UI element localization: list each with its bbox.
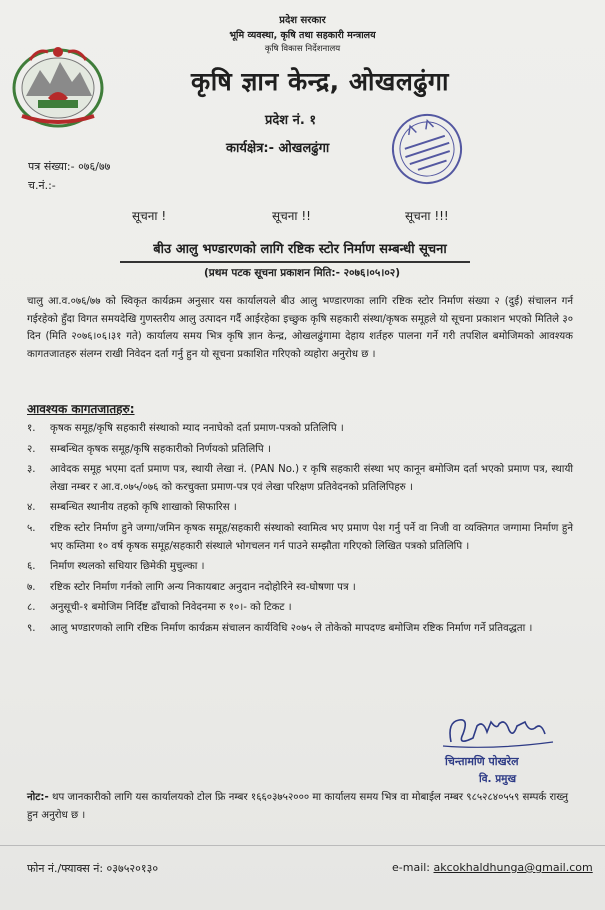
note-text: थप जानकारीको लागि यस कार्यालयको टोल फ्रि नम्बर १६६०३७५२००० मा कार्यालय समय भित्र वा मोबाईल नम्बर ९८५२८४०५५९ सम्पर्क राख्नु हुन अनुरोध छ । bbox=[27, 792, 568, 821]
list-item bbox=[27, 599, 573, 617]
note-label: नोट:- bbox=[27, 792, 49, 803]
list-item-number: ४. bbox=[27, 502, 36, 514]
list-item-number: ७. bbox=[27, 581, 36, 593]
list-item-text: आलु भण्डारणको लागि रष्टिक निर्माण कार्यक्रम संचालन कार्यविधि २०७५ ले तोकेको मापदण्ड बमोजिम रष्टिक निर्माण गर्ने प्रतिवद्धता । bbox=[50, 622, 533, 634]
list-item bbox=[27, 558, 573, 576]
list-item-number: ९. bbox=[27, 622, 36, 634]
notice-subtitle: (प्रथम पटक सूचना प्रकाशन मिति:- २०७६।०५।०२) bbox=[203, 267, 401, 279]
list-item-number: ५. bbox=[27, 522, 36, 534]
email-address-link[interactable]: akcokhaldhunga@gmail.com bbox=[433, 861, 593, 874]
signature-icon bbox=[433, 712, 563, 752]
requirements-list bbox=[27, 420, 573, 641]
list-item-text: कृषक समूह/कृषि सहकारी संस्थाको म्याद ननाघेको दर्ता प्रमाण-पत्रको प्रतिलिपि । bbox=[50, 423, 344, 434]
official-stamp-icon bbox=[384, 108, 470, 190]
province-number: प्रदेश नं. १ bbox=[265, 113, 317, 128]
footer-phone: फोन नं./फ्याक्स नं: ०३७५२०१३० bbox=[27, 862, 159, 875]
government-name: प्रदेश सरकार bbox=[279, 15, 326, 26]
list-item-number: १. bbox=[27, 423, 36, 434]
list-item-number: ८. bbox=[27, 602, 36, 614]
list-item-text: आवेदक समूह भएमा दर्ता प्रमाण पत्र, स्थायी लेखा नं. (PAN No.) र कृषि सहकारी संस्था भए कानून बमोजिम दर्ता भएको प्रमाण पत्र, स्थायी लेखा नम्बर र आ.व.०७५/०७६ को करचुक्ता प्रमाण-पत्र एवं लेखा परिक्षण प्रतिवेदनको प्रतिलिपिहरु । bbox=[50, 464, 573, 493]
list-item bbox=[27, 579, 573, 597]
list-item-text: निर्माण स्थलको सधियार छिमेकी मुचुल्का । bbox=[50, 561, 205, 573]
ministry-name: भूमि व्यवस्था, कृषि तथा सहकारी मन्त्रालय bbox=[229, 30, 376, 41]
footer-divider bbox=[0, 845, 605, 846]
list-item-text: अनुसूची-१ बमोजिम निर्दिष्ट ढाँचाको निवेदनमा रु १०।- को टिकट । bbox=[50, 602, 292, 614]
list-item-text: सम्बन्धित स्थानीय तहको कृषि शाखाको सिफारिस । bbox=[50, 502, 237, 514]
letter-reference-number: पत्र संख्या:- ०७६/७७ bbox=[28, 160, 111, 173]
note-section bbox=[27, 789, 573, 824]
list-item-number: ६. bbox=[27, 561, 36, 573]
office-address: कार्यक्षेत्र:- ओखलढुंगा bbox=[226, 141, 330, 156]
list-item-number: ३. bbox=[27, 464, 36, 476]
notice-body: चालु आ.व.०७६/७७ को स्विकृत कार्यक्रम अनुसार यस कार्यालयले बीउ आलु भण्डारणका लागि रष्टिक स्टोर निर्माण संख्या २ (दुई) संचालन गर्न गईरहेको हुँदा विगत समयदेखि गुणस्तरीय आलु उत्पादन गर्दै आईरहेका इच्छुक कृषि सहकारी संस्था/कृषक समूहले यो सूचना प्रकाशन भएको मितिले ३० दिन (मिति २०७६।०६।३१ गते) कार्यालय समय भित्र कृषि ज्ञान केन्द्र, ओखलढुंगामा देहाय शर्तहरु पालना गर्ने गरी तपशिल बमोजिमको आवश्यक कागतजातहरु संलग्न राखी निवेदन दर्ता गर्नु हुन यो सूचना प्रकाशित गरिएको व्यहोरा अनुरोध छ । bbox=[27, 296, 573, 360]
list-item bbox=[27, 499, 573, 517]
list-item-number: २. bbox=[27, 443, 36, 455]
notice-word-2: सूचना !! bbox=[272, 209, 311, 223]
list-item-text: रष्टिक स्टोर निर्माण गर्नको लागि अन्य निकायबाट अनुदान नदोहोरिने स्व-घोषणा पत्र । bbox=[50, 581, 356, 593]
signatory-title: वि. प्रमुख bbox=[479, 773, 517, 785]
signatory-name: चिन्तामणि पोखरेल bbox=[445, 755, 519, 768]
list-item-text: रष्टिक स्टोर निर्माण हुने जग्गा/जमिन कृषक समूह/सहकारी संस्थाको स्वामित्व भए प्रमाण पेश गर्नु पर्ने वा निजी वा व्यक्तिगत जग्गामा निर्माण हुने भए कम्तिमा १० वर्ष कृषक समूह/सहकारी संस्थाले भोगचलन गर्न पाउने सम्झौता गरिएको लिखित पत्रको प्रतिलिपि । bbox=[50, 522, 573, 552]
list-item bbox=[27, 620, 573, 638]
notice-word-1: सूचना ! bbox=[132, 209, 167, 223]
list-item bbox=[27, 461, 573, 496]
directorate-name: कृषि विकास निर्देशनालय bbox=[264, 44, 341, 54]
email-label: e-mail: bbox=[392, 861, 431, 874]
title-underline bbox=[120, 261, 470, 263]
list-item bbox=[27, 420, 573, 438]
notice-word-3: सूचना !!! bbox=[405, 209, 449, 223]
list-item-text: सम्बन्धित कृषक समूह/कृषि सहकारीको निर्णयको प्रतिलिपि । bbox=[50, 443, 271, 455]
dispatch-number: च.नं.:- bbox=[28, 179, 56, 192]
footer-email bbox=[392, 861, 593, 874]
list-item bbox=[27, 520, 573, 555]
list-item bbox=[27, 441, 573, 459]
office-title: कृषि ज्ञान केन्द्र, ओखलढुंगा bbox=[191, 67, 449, 96]
notice-title: बीउ आलु भण्डारणको लागि रष्टिक स्टोर निर्माण सम्बन्धी सूचना bbox=[153, 242, 447, 257]
requirements-heading: आवश्यक कागतजातहरु: bbox=[27, 402, 135, 416]
